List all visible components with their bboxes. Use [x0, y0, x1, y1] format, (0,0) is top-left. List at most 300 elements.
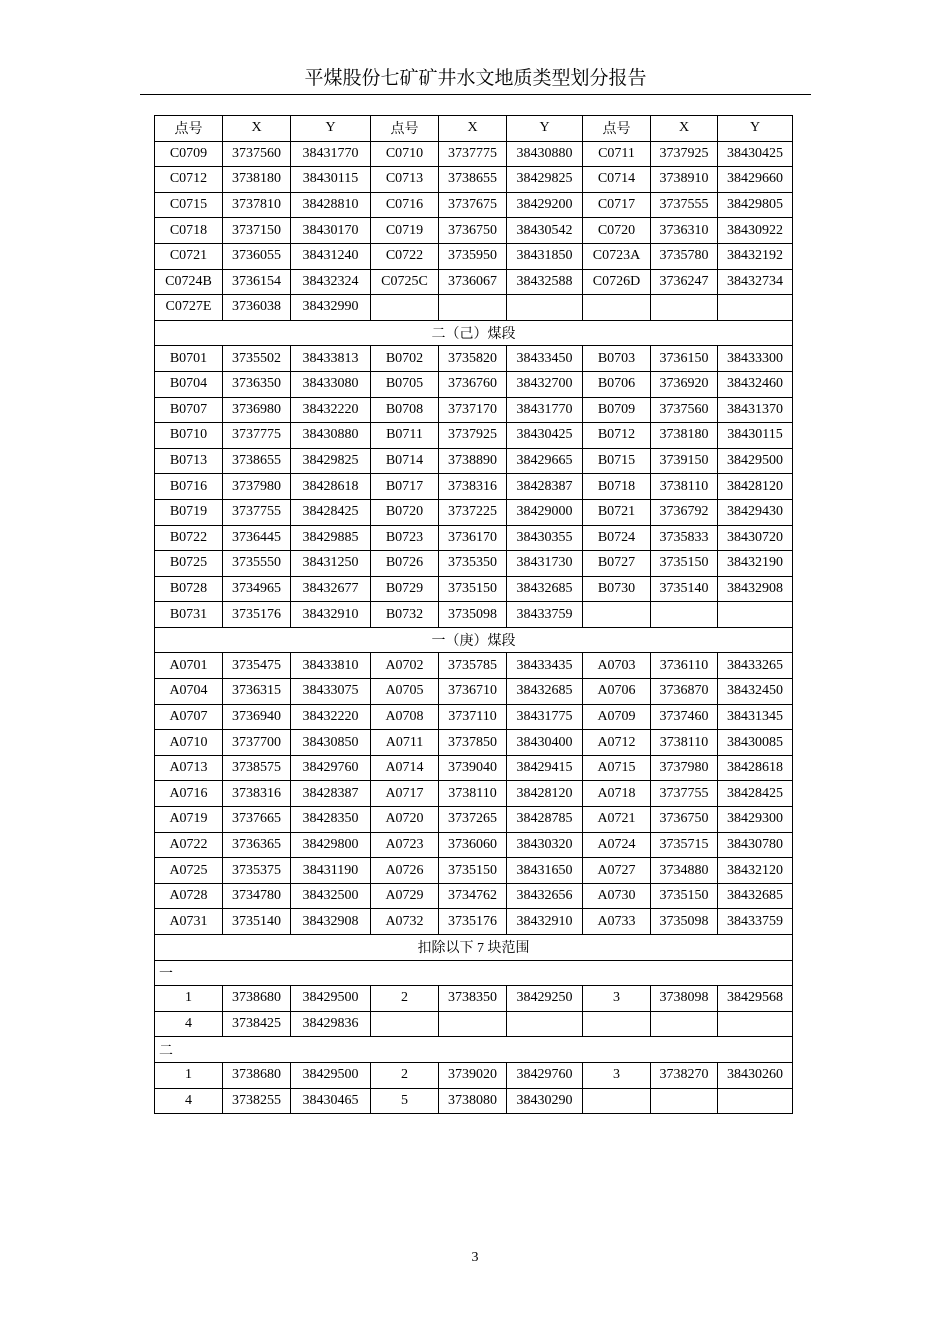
point-id-cell: A0722	[155, 832, 223, 858]
x-coordinate-cell: 3736150	[651, 346, 718, 372]
y-coordinate-cell: 38430425	[718, 141, 793, 167]
x-coordinate-cell: 3736792	[651, 499, 718, 525]
x-coordinate-cell: 3738680	[223, 986, 291, 1012]
point-id-cell: B0725	[155, 551, 223, 577]
y-coordinate-cell: 38429665	[507, 448, 583, 474]
x-coordinate-cell	[651, 1088, 718, 1114]
x-coordinate-cell: 3737925	[439, 423, 507, 449]
point-id-cell: C0714	[583, 167, 651, 193]
y-coordinate-cell: 38432220	[291, 704, 371, 730]
column-header: X	[651, 116, 718, 142]
y-coordinate-cell: 38429760	[291, 755, 371, 781]
table-row	[155, 858, 793, 884]
x-coordinate-cell: 3736870	[651, 679, 718, 705]
section-label: 二	[155, 1037, 793, 1063]
column-header: 点号	[371, 116, 439, 142]
point-id-cell: A0713	[155, 755, 223, 781]
point-id-cell: C0711	[583, 141, 651, 167]
point-id-cell: A0731	[155, 909, 223, 935]
x-coordinate-cell: 3737810	[223, 192, 291, 218]
table-row	[155, 448, 793, 474]
y-coordinate-cell: 38429300	[718, 807, 793, 833]
point-id-cell: B0704	[155, 371, 223, 397]
y-coordinate-cell: 38430170	[291, 218, 371, 244]
y-coordinate-cell: 38431345	[718, 704, 793, 730]
y-coordinate-cell: 38432734	[718, 269, 793, 295]
y-coordinate-cell: 38430720	[718, 525, 793, 551]
x-coordinate-cell: 3739020	[439, 1062, 507, 1088]
table-row	[155, 602, 793, 628]
y-coordinate-cell: 38433810	[291, 653, 371, 679]
column-header: Y	[718, 116, 793, 142]
x-coordinate-cell: 3736750	[439, 218, 507, 244]
point-id-cell: B0709	[583, 397, 651, 423]
x-coordinate-cell: 3738180	[651, 423, 718, 449]
table-row	[155, 986, 793, 1012]
y-coordinate-cell: 38431370	[718, 397, 793, 423]
x-coordinate-cell: 3735502	[223, 346, 291, 372]
x-coordinate-cell: 3737225	[439, 499, 507, 525]
x-coordinate-cell	[439, 1011, 507, 1037]
x-coordinate-cell: 3737775	[223, 423, 291, 449]
y-coordinate-cell: 38429500	[291, 1062, 371, 1088]
section-row	[155, 627, 793, 653]
x-coordinate-cell: 3735780	[651, 243, 718, 269]
x-coordinate-cell: 3739150	[651, 448, 718, 474]
y-coordinate-cell: 38430290	[507, 1088, 583, 1114]
x-coordinate-cell: 3737110	[439, 704, 507, 730]
y-coordinate-cell: 38432908	[291, 909, 371, 935]
point-id-cell: A0701	[155, 653, 223, 679]
y-coordinate-cell: 38430922	[718, 218, 793, 244]
x-coordinate-cell: 3735140	[651, 576, 718, 602]
point-id-cell: A0718	[583, 781, 651, 807]
x-coordinate-cell: 3737560	[651, 397, 718, 423]
x-coordinate-cell	[651, 295, 718, 321]
point-id-cell	[583, 1011, 651, 1037]
y-coordinate-cell: 38430850	[291, 730, 371, 756]
x-coordinate-cell: 3738180	[223, 167, 291, 193]
point-id-cell: A0721	[583, 807, 651, 833]
y-coordinate-cell	[718, 295, 793, 321]
y-coordinate-cell: 38428387	[291, 781, 371, 807]
point-id-cell	[583, 295, 651, 321]
section-row	[155, 1037, 793, 1063]
y-coordinate-cell: 38428387	[507, 474, 583, 500]
point-id-cell: C0709	[155, 141, 223, 167]
point-id-cell: C0719	[371, 218, 439, 244]
point-id-cell: B0708	[371, 397, 439, 423]
y-coordinate-cell: 38433759	[507, 602, 583, 628]
table-row	[155, 576, 793, 602]
section-label: 一（庚）煤段	[155, 627, 793, 653]
column-header: 点号	[583, 116, 651, 142]
y-coordinate-cell: 38433300	[718, 346, 793, 372]
y-coordinate-cell: 38431250	[291, 551, 371, 577]
table-row	[155, 909, 793, 935]
x-coordinate-cell: 3737675	[439, 192, 507, 218]
point-id-cell: B0705	[371, 371, 439, 397]
point-id-cell: A0728	[155, 883, 223, 909]
table-row	[155, 1011, 793, 1037]
x-coordinate-cell: 3736310	[651, 218, 718, 244]
x-coordinate-cell: 3738910	[651, 167, 718, 193]
table-row	[155, 551, 793, 577]
y-coordinate-cell: 38430880	[291, 423, 371, 449]
x-coordinate-cell: 3735150	[439, 576, 507, 602]
point-id-cell: C0717	[583, 192, 651, 218]
column-header: 点号	[155, 116, 223, 142]
y-coordinate-cell: 38430320	[507, 832, 583, 858]
x-coordinate-cell: 3736055	[223, 243, 291, 269]
x-coordinate-cell: 3735150	[439, 858, 507, 884]
point-id-cell	[371, 295, 439, 321]
y-coordinate-cell	[507, 295, 583, 321]
point-id-cell	[583, 602, 651, 628]
table-row	[155, 832, 793, 858]
x-coordinate-cell: 3737665	[223, 807, 291, 833]
x-coordinate-cell: 3738316	[223, 781, 291, 807]
table-row	[155, 346, 793, 372]
x-coordinate-cell: 3735375	[223, 858, 291, 884]
y-coordinate-cell: 38429500	[718, 448, 793, 474]
section-row	[155, 320, 793, 346]
point-id-cell: A0707	[155, 704, 223, 730]
x-coordinate-cell: 3738110	[651, 474, 718, 500]
point-id-cell: A0723	[371, 832, 439, 858]
coordinate-table	[154, 115, 793, 1114]
y-coordinate-cell: 38433450	[507, 346, 583, 372]
x-coordinate-cell: 3735950	[439, 243, 507, 269]
point-id-cell: A0732	[371, 909, 439, 935]
x-coordinate-cell: 3737850	[439, 730, 507, 756]
y-coordinate-cell: 38429500	[291, 986, 371, 1012]
x-coordinate-cell: 3738890	[439, 448, 507, 474]
point-id-cell: A0716	[155, 781, 223, 807]
y-coordinate-cell: 38429200	[507, 192, 583, 218]
table-row	[155, 371, 793, 397]
x-coordinate-cell: 3739040	[439, 755, 507, 781]
table-row	[155, 141, 793, 167]
point-id-cell: B0718	[583, 474, 651, 500]
x-coordinate-cell: 3735150	[651, 883, 718, 909]
point-id-cell: B0711	[371, 423, 439, 449]
y-coordinate-cell: 38433435	[507, 653, 583, 679]
x-coordinate-cell: 3737925	[651, 141, 718, 167]
y-coordinate-cell: 38429415	[507, 755, 583, 781]
x-coordinate-cell: 3736940	[223, 704, 291, 730]
table-row	[155, 192, 793, 218]
x-coordinate-cell: 3735098	[439, 602, 507, 628]
table-row	[155, 218, 793, 244]
table-row	[155, 1088, 793, 1114]
y-coordinate-cell: 38432656	[507, 883, 583, 909]
x-coordinate-cell: 3737560	[223, 141, 291, 167]
point-id-cell: A0702	[371, 653, 439, 679]
y-coordinate-cell: 38428618	[718, 755, 793, 781]
point-id-cell: B0729	[371, 576, 439, 602]
x-coordinate-cell: 3737555	[651, 192, 718, 218]
y-coordinate-cell: 38430425	[507, 423, 583, 449]
y-coordinate-cell: 38431730	[507, 551, 583, 577]
y-coordinate-cell: 38432460	[718, 371, 793, 397]
table-row	[155, 730, 793, 756]
x-coordinate-cell: 3738270	[651, 1062, 718, 1088]
y-coordinate-cell	[718, 1011, 793, 1037]
y-coordinate-cell: 38429805	[718, 192, 793, 218]
point-id-cell: 1	[155, 986, 223, 1012]
x-coordinate-cell: 3734965	[223, 576, 291, 602]
point-id-cell: B0724	[583, 525, 651, 551]
y-coordinate-cell: 38432220	[291, 397, 371, 423]
x-coordinate-cell: 3737775	[439, 141, 507, 167]
y-coordinate-cell: 38430115	[718, 423, 793, 449]
y-coordinate-cell: 38431850	[507, 243, 583, 269]
y-coordinate-cell: 38432192	[718, 243, 793, 269]
point-id-cell: B0720	[371, 499, 439, 525]
y-coordinate-cell: 38429800	[291, 832, 371, 858]
point-id-cell: A0727	[583, 858, 651, 884]
point-id-cell: C0716	[371, 192, 439, 218]
table-row	[155, 704, 793, 730]
point-id-cell: A0719	[155, 807, 223, 833]
point-id-cell: A0726	[371, 858, 439, 884]
point-id-cell: C0712	[155, 167, 223, 193]
y-coordinate-cell: 38432677	[291, 576, 371, 602]
section-label: 一	[155, 960, 793, 986]
section-row	[155, 960, 793, 986]
x-coordinate-cell: 3736038	[223, 295, 291, 321]
section-row	[155, 935, 793, 961]
point-id-cell: 3	[583, 986, 651, 1012]
document-header-title: 平煤股份七矿矿井水文地质类型划分报告	[304, 67, 647, 89]
table-header-row	[155, 116, 793, 142]
point-id-cell: C0715	[155, 192, 223, 218]
x-coordinate-cell: 3737755	[651, 781, 718, 807]
x-coordinate-cell: 3738655	[223, 448, 291, 474]
header-rule	[140, 94, 811, 95]
y-coordinate-cell: 38431775	[507, 704, 583, 730]
y-coordinate-cell: 38430115	[291, 167, 371, 193]
y-coordinate-cell: 38432990	[291, 295, 371, 321]
point-id-cell: B0732	[371, 602, 439, 628]
x-coordinate-cell	[651, 1011, 718, 1037]
point-id-cell: A0720	[371, 807, 439, 833]
point-id-cell: A0733	[583, 909, 651, 935]
table-row	[155, 423, 793, 449]
table-row	[155, 397, 793, 423]
point-id-cell: A0729	[371, 883, 439, 909]
point-id-cell: B0722	[155, 525, 223, 551]
y-coordinate-cell	[718, 602, 793, 628]
point-id-cell	[583, 1088, 651, 1114]
point-id-cell: C0710	[371, 141, 439, 167]
y-coordinate-cell: 38431770	[507, 397, 583, 423]
y-coordinate-cell: 38429430	[718, 499, 793, 525]
x-coordinate-cell: 3738575	[223, 755, 291, 781]
point-id-cell: B0706	[583, 371, 651, 397]
x-coordinate-cell: 3736920	[651, 371, 718, 397]
table-row	[155, 755, 793, 781]
y-coordinate-cell: 38431650	[507, 858, 583, 884]
point-id-cell: 1	[155, 1062, 223, 1088]
table-row	[155, 781, 793, 807]
y-coordinate-cell: 38429250	[507, 986, 583, 1012]
table-row	[155, 653, 793, 679]
point-id-cell: B0727	[583, 551, 651, 577]
y-coordinate-cell: 38431190	[291, 858, 371, 884]
y-coordinate-cell: 38432190	[718, 551, 793, 577]
point-id-cell: C0725C	[371, 269, 439, 295]
point-id-cell: B0717	[371, 474, 439, 500]
y-coordinate-cell: 38433813	[291, 346, 371, 372]
x-coordinate-cell: 3735150	[651, 551, 718, 577]
x-coordinate-cell: 3736060	[439, 832, 507, 858]
y-coordinate-cell: 38432500	[291, 883, 371, 909]
y-coordinate-cell: 38428810	[291, 192, 371, 218]
y-coordinate-cell: 38429000	[507, 499, 583, 525]
page-number: 3	[471, 1250, 479, 1265]
y-coordinate-cell: 38429885	[291, 525, 371, 551]
x-coordinate-cell: 3738255	[223, 1088, 291, 1114]
y-coordinate-cell: 38428425	[291, 499, 371, 525]
point-id-cell: A0709	[583, 704, 651, 730]
y-coordinate-cell: 38428425	[718, 781, 793, 807]
y-coordinate-cell: 38430400	[507, 730, 583, 756]
point-id-cell: B0702	[371, 346, 439, 372]
column-header: X	[223, 116, 291, 142]
y-coordinate-cell: 38433080	[291, 371, 371, 397]
point-id-cell: B0715	[583, 448, 651, 474]
point-id-cell: A0730	[583, 883, 651, 909]
x-coordinate-cell: 3738655	[439, 167, 507, 193]
y-coordinate-cell: 38429760	[507, 1062, 583, 1088]
x-coordinate-cell: 3734780	[223, 883, 291, 909]
point-id-cell: 2	[371, 1062, 439, 1088]
point-id-cell: C0727E	[155, 295, 223, 321]
point-id-cell: B0701	[155, 346, 223, 372]
point-id-cell: A0705	[371, 679, 439, 705]
x-coordinate-cell: 3735833	[651, 525, 718, 551]
x-coordinate-cell: 3734762	[439, 883, 507, 909]
x-coordinate-cell: 3736710	[439, 679, 507, 705]
x-coordinate-cell: 3737755	[223, 499, 291, 525]
x-coordinate-cell: 3735820	[439, 346, 507, 372]
y-coordinate-cell: 38433759	[718, 909, 793, 935]
point-id-cell: B0710	[155, 423, 223, 449]
point-id-cell: B0721	[583, 499, 651, 525]
y-coordinate-cell: 38431240	[291, 243, 371, 269]
y-coordinate-cell: 38432450	[718, 679, 793, 705]
x-coordinate-cell: 3738080	[439, 1088, 507, 1114]
point-id-cell: A0714	[371, 755, 439, 781]
y-coordinate-cell: 38432910	[507, 909, 583, 935]
point-id-cell: A0712	[583, 730, 651, 756]
point-id-cell	[371, 1011, 439, 1037]
table-row	[155, 499, 793, 525]
x-coordinate-cell: 3738098	[651, 986, 718, 1012]
y-coordinate-cell: 38428785	[507, 807, 583, 833]
x-coordinate-cell: 3734880	[651, 858, 718, 884]
x-coordinate-cell: 3736170	[439, 525, 507, 551]
y-coordinate-cell: 38429825	[291, 448, 371, 474]
x-coordinate-cell: 3736445	[223, 525, 291, 551]
y-coordinate-cell: 38428120	[718, 474, 793, 500]
point-id-cell: A0725	[155, 858, 223, 884]
y-coordinate-cell	[718, 1088, 793, 1114]
y-coordinate-cell: 38429836	[291, 1011, 371, 1037]
y-coordinate-cell: 38432324	[291, 269, 371, 295]
y-coordinate-cell: 38433075	[291, 679, 371, 705]
x-coordinate-cell: 3737150	[223, 218, 291, 244]
x-coordinate-cell: 3736315	[223, 679, 291, 705]
table-row	[155, 243, 793, 269]
x-coordinate-cell: 3736247	[651, 269, 718, 295]
y-coordinate-cell: 38430465	[291, 1088, 371, 1114]
point-id-cell: A0704	[155, 679, 223, 705]
point-id-cell: 4	[155, 1011, 223, 1037]
point-id-cell: B0723	[371, 525, 439, 551]
y-coordinate-cell: 38432685	[507, 576, 583, 602]
x-coordinate-cell: 3737460	[651, 704, 718, 730]
y-coordinate-cell: 38428618	[291, 474, 371, 500]
point-id-cell: A0711	[371, 730, 439, 756]
point-id-cell: A0703	[583, 653, 651, 679]
y-coordinate-cell: 38428120	[507, 781, 583, 807]
point-id-cell: B0719	[155, 499, 223, 525]
y-coordinate-cell: 38430780	[718, 832, 793, 858]
x-coordinate-cell: 3736067	[439, 269, 507, 295]
y-coordinate-cell: 38432910	[291, 602, 371, 628]
column-header: Y	[291, 116, 371, 142]
y-coordinate-cell: 38430542	[507, 218, 583, 244]
x-coordinate-cell: 3736760	[439, 371, 507, 397]
x-coordinate-cell: 3737170	[439, 397, 507, 423]
x-coordinate-cell	[439, 295, 507, 321]
y-coordinate-cell: 38431770	[291, 141, 371, 167]
x-coordinate-cell	[651, 602, 718, 628]
column-header: Y	[507, 116, 583, 142]
column-header: X	[439, 116, 507, 142]
y-coordinate-cell: 38432120	[718, 858, 793, 884]
coordinate-table-body	[155, 116, 793, 1114]
point-id-cell: A0715	[583, 755, 651, 781]
point-id-cell: 4	[155, 1088, 223, 1114]
point-id-cell: A0708	[371, 704, 439, 730]
y-coordinate-cell: 38432588	[507, 269, 583, 295]
point-id-cell: 3	[583, 1062, 651, 1088]
x-coordinate-cell: 3736110	[651, 653, 718, 679]
x-coordinate-cell: 3738110	[439, 781, 507, 807]
x-coordinate-cell: 3735350	[439, 551, 507, 577]
table-row	[155, 167, 793, 193]
y-coordinate-cell: 38430085	[718, 730, 793, 756]
x-coordinate-cell: 3736365	[223, 832, 291, 858]
x-coordinate-cell: 3735475	[223, 653, 291, 679]
point-id-cell: B0713	[155, 448, 223, 474]
point-id-cell: B0712	[583, 423, 651, 449]
x-coordinate-cell: 3735550	[223, 551, 291, 577]
y-coordinate-cell: 38432700	[507, 371, 583, 397]
x-coordinate-cell: 3738425	[223, 1011, 291, 1037]
y-coordinate-cell: 38432908	[718, 576, 793, 602]
table-row	[155, 295, 793, 321]
x-coordinate-cell: 3737980	[651, 755, 718, 781]
point-id-cell: C0722	[371, 243, 439, 269]
x-coordinate-cell: 3735098	[651, 909, 718, 935]
y-coordinate-cell: 38433265	[718, 653, 793, 679]
y-coordinate-cell: 38430355	[507, 525, 583, 551]
